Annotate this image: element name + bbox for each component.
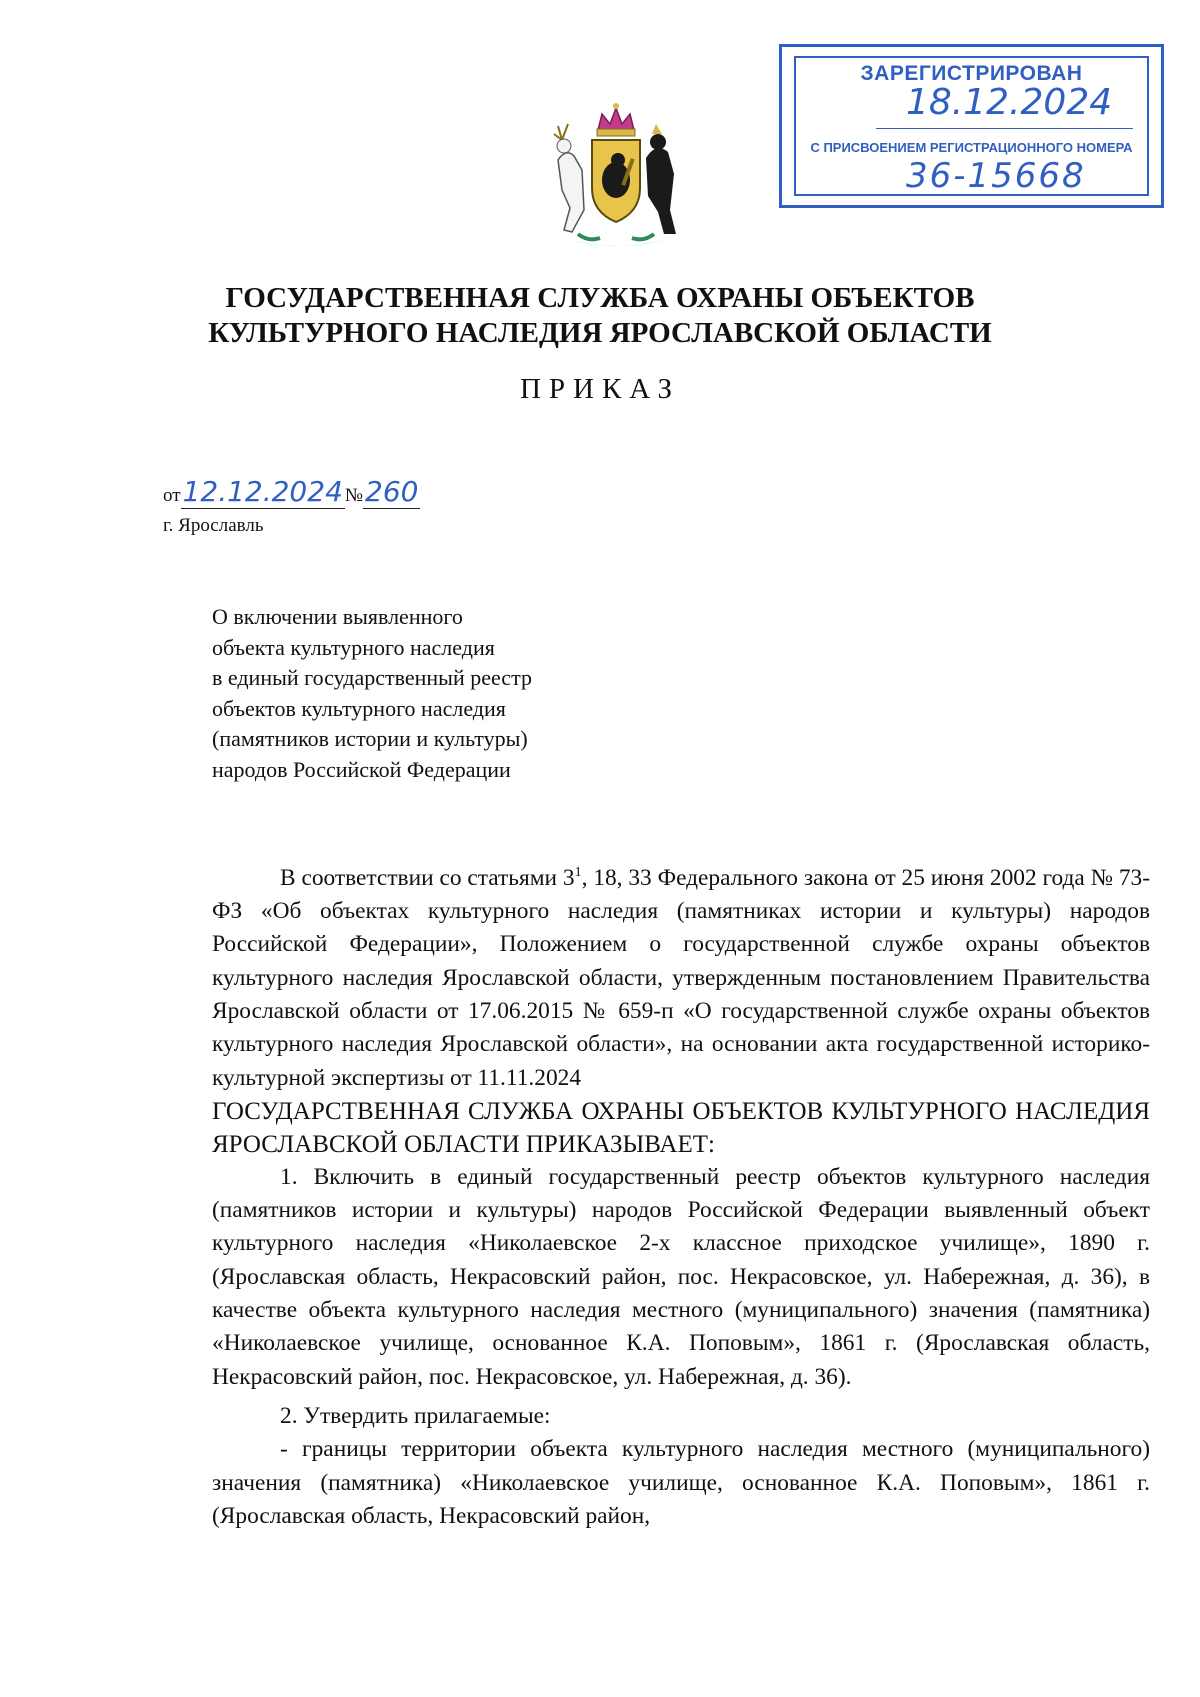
stamp-date: 18.12.2024 — [906, 82, 1113, 123]
stamp-inner-border — [794, 56, 1149, 196]
registration-stamp — [779, 44, 1164, 208]
organization-name-line1: ГОСУДАРСТВЕННАЯ СЛУЖБА ОХРАНЫ ОБЪЕКТОВ — [225, 282, 975, 314]
order-body — [212, 856, 1150, 1533]
orders-heading: ГОСУДАРСТВЕННАЯ СЛУЖБА ОХРАНЫ ОБЪЕКТОВ КУЛЬТУРНОГО НАСЛЕДИЯ ЯРОСЛАВСКОЙ ОБЛАСТИ ПРИКАЗЫВАЕТ: — [212, 1097, 1150, 1158]
number-label: № — [344, 485, 364, 506]
organization-name-line2: КУЛЬТУРНОГО НАСЛЕДИЯ ЯРОСЛАВСКОЙ ОБЛАСТИ — [208, 317, 992, 349]
coat-of-arms-icon — [548, 100, 684, 252]
date-number-line — [163, 475, 420, 508]
stamp-number: 36-15668 — [906, 156, 1086, 196]
article-superscript: 1 — [574, 865, 582, 880]
preamble-rest: , 18, 33 Федерального закона от 25 июня 2002 года № 73-ФЗ «Об объектах культурного наследия (памятниках истории и культуры) народов Российской Федерации», Положением о государственной службе охраны объектов культурного наследия Ярославской области, утвержденным постановлением Правительства Ярославской области от 17.06.2015 № 659-п «О государственной службе охраны объектов культурного наследия Ярославской области», на основании акта государственной историко-культурной экспертизы от 11.11.2024 — [212, 864, 1151, 1091]
item-1: 1. Включить в единый государственный реестр объектов культурного наследия (памятников истории и культуры) народов Российской Федерации выявленный объект культурного наследия «Николаевское 2-х классное приходское училище», 1890 г. (Ярославская область, Некрасовский район, пос. Некрасовское, ул. Набережная, д. 36), в качестве объекта культурного наследия местного (муниципального) значения (памятника) «Николаевское училище, основанное К.А. Поповым», 1861 г. (Ярославская область, Некрасовский район, пос. Некрасовское, ул. Набережная, д. 36). — [212, 1163, 1150, 1390]
city: г. Ярославль — [163, 515, 264, 536]
stamp-date-underline — [876, 128, 1133, 129]
order-number: 260 — [365, 475, 419, 508]
order-date: 12.12.2024 — [182, 475, 343, 508]
stamp-subtitle: С ПРИСВОЕНИЕМ РЕГИСТРАЦИОННОГО НОМЕРА — [810, 140, 1133, 155]
preamble-paragraph — [212, 856, 1150, 1095]
from-label: от — [163, 485, 181, 506]
preamble-start: В соответствии со статьями 3 — [280, 864, 575, 891]
item-2: 2. Утвердить прилагаемые: — [280, 1402, 551, 1429]
item-2-dash: - границы территории объекта культурного наследия местного (муниципального) значения (памятника) «Николаевское училище, основанное К.А. Поповым», 1861 г. (Ярославская область, Некрасовский район, — [212, 1436, 1150, 1529]
stamp-title: ЗАРЕГИСТРИРОВАН — [860, 62, 1083, 85]
document-type: ПРИКАЗ — [519, 373, 681, 405]
stamp-number-underline — [876, 194, 1133, 195]
order-subject: О включении выявленного объекта культурного наследия в единый государственный реестр объектов культурного наследия (памятников истории и культуры) народов Российской Федерации — [212, 604, 532, 782]
